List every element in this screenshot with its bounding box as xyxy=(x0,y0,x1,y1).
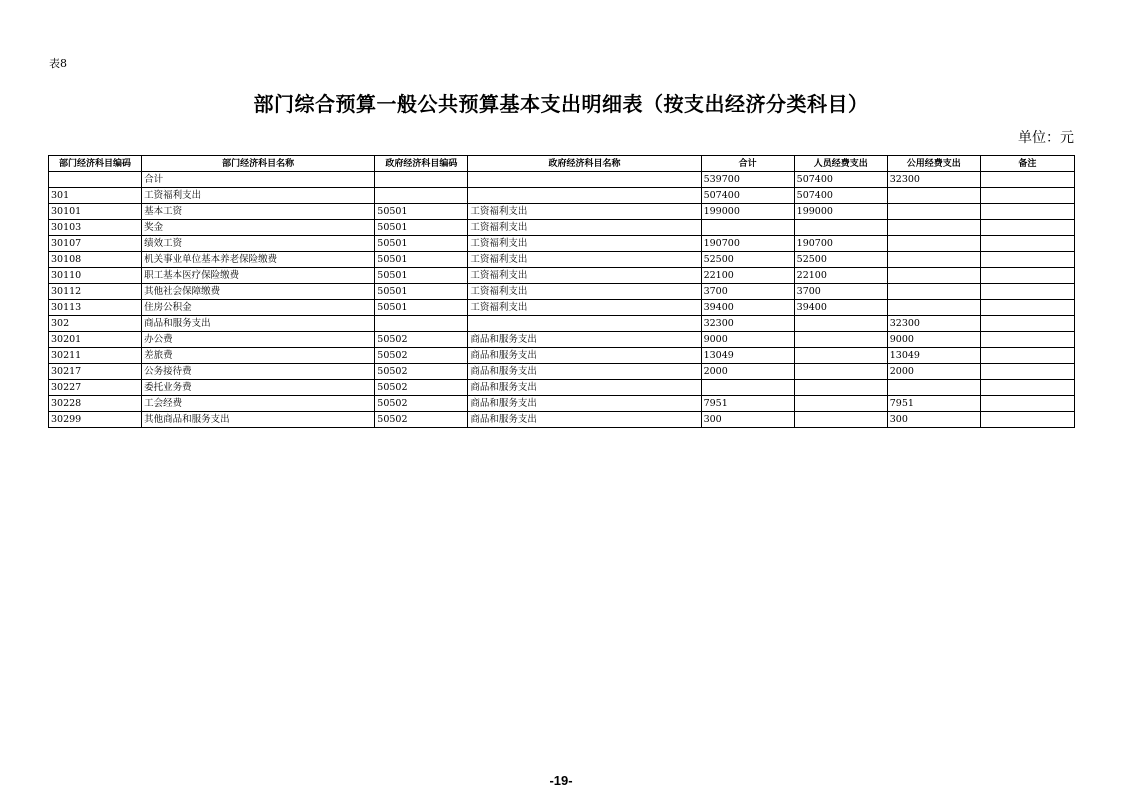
cell-dept-name: 机关事业单位基本养老保险缴费 xyxy=(142,252,375,268)
cell-dept-code: 30228 xyxy=(49,396,142,412)
cell-gov-name xyxy=(468,316,701,332)
cell-dept-name: 绩效工资 xyxy=(142,236,375,252)
cell-gov-name: 工资福利支出 xyxy=(468,252,701,268)
cell-public: 300 xyxy=(887,412,980,428)
cell-personnel xyxy=(794,348,887,364)
cell-public: 32300 xyxy=(887,172,980,188)
cell-gov-name: 工资福利支出 xyxy=(468,300,701,316)
cell-gov-code: 50501 xyxy=(375,236,468,252)
cell-remark xyxy=(980,188,1074,204)
cell-public: 13049 xyxy=(887,348,980,364)
cell-remark xyxy=(980,172,1074,188)
cell-dept-name: 其他商品和服务支出 xyxy=(142,412,375,428)
cell-gov-name: 商品和服务支出 xyxy=(468,364,701,380)
cell-public xyxy=(887,252,980,268)
cell-total: 39400 xyxy=(701,300,794,316)
cell-dept-code: 30211 xyxy=(49,348,142,364)
cell-total xyxy=(701,380,794,396)
cell-public xyxy=(887,284,980,300)
cell-remark xyxy=(980,300,1074,316)
cell-remark xyxy=(980,284,1074,300)
cell-gov-name: 商品和服务支出 xyxy=(468,380,701,396)
cell-gov-code xyxy=(375,172,468,188)
cell-personnel: 3700 xyxy=(794,284,887,300)
cell-public xyxy=(887,268,980,284)
table-header-row xyxy=(49,156,1075,172)
cell-dept-name: 合计 xyxy=(142,172,375,188)
cell-dept-name: 委托业务费 xyxy=(142,380,375,396)
cell-remark xyxy=(980,396,1074,412)
cell-remark xyxy=(980,332,1074,348)
column-header-dept-code: 部门经济科目编码 xyxy=(49,156,142,172)
table-label: 表8 xyxy=(49,57,67,70)
cell-remark xyxy=(980,348,1074,364)
table-row xyxy=(49,284,1075,300)
table-row xyxy=(49,204,1075,220)
cell-total: 199000 xyxy=(701,204,794,220)
table-row xyxy=(49,188,1075,204)
cell-gov-name xyxy=(468,172,701,188)
cell-personnel: 507400 xyxy=(794,188,887,204)
cell-personnel xyxy=(794,220,887,236)
cell-total: 3700 xyxy=(701,284,794,300)
cell-dept-code: 30217 xyxy=(49,364,142,380)
cell-gov-code: 50502 xyxy=(375,348,468,364)
cell-dept-name: 工资福利支出 xyxy=(142,188,375,204)
cell-dept-name: 其他社会保障缴费 xyxy=(142,284,375,300)
cell-remark xyxy=(980,236,1074,252)
table-row xyxy=(49,364,1075,380)
cell-public xyxy=(887,236,980,252)
cell-public xyxy=(887,204,980,220)
cell-gov-code xyxy=(375,188,468,204)
table-row xyxy=(49,316,1075,332)
cell-total: 9000 xyxy=(701,332,794,348)
cell-dept-name: 职工基本医疗保险缴费 xyxy=(142,268,375,284)
cell-dept-code: 30227 xyxy=(49,380,142,396)
cell-dept-code: 30103 xyxy=(49,220,142,236)
column-header-remark: 备注 xyxy=(980,156,1074,172)
column-header-dept-name: 部门经济科目名称 xyxy=(142,156,375,172)
table-row xyxy=(49,268,1075,284)
cell-gov-code: 50502 xyxy=(375,396,468,412)
cell-total xyxy=(701,220,794,236)
cell-personnel: 507400 xyxy=(794,172,887,188)
cell-gov-name: 工资福利支出 xyxy=(468,284,701,300)
cell-total: 7951 xyxy=(701,396,794,412)
column-header-public: 公用经费支出 xyxy=(887,156,980,172)
expenditure-detail-table xyxy=(48,155,1075,428)
cell-gov-code: 50501 xyxy=(375,252,468,268)
cell-gov-code: 50501 xyxy=(375,284,468,300)
page-number: -19- xyxy=(549,773,573,788)
table-row xyxy=(49,220,1075,236)
cell-gov-name: 商品和服务支出 xyxy=(468,412,701,428)
cell-public: 7951 xyxy=(887,396,980,412)
cell-dept-code: 30107 xyxy=(49,236,142,252)
cell-gov-name: 工资福利支出 xyxy=(468,220,701,236)
table-row xyxy=(49,172,1075,188)
cell-dept-name: 基本工资 xyxy=(142,204,375,220)
cell-gov-name: 工资福利支出 xyxy=(468,236,701,252)
cell-remark xyxy=(980,204,1074,220)
cell-dept-code: 302 xyxy=(49,316,142,332)
cell-gov-code: 50501 xyxy=(375,300,468,316)
cell-gov-name xyxy=(468,188,701,204)
cell-personnel xyxy=(794,364,887,380)
cell-dept-code xyxy=(49,172,142,188)
table-row xyxy=(49,332,1075,348)
cell-dept-name: 商品和服务支出 xyxy=(142,316,375,332)
cell-remark xyxy=(980,364,1074,380)
cell-personnel: 52500 xyxy=(794,252,887,268)
cell-gov-name: 工资福利支出 xyxy=(468,204,701,220)
cell-total: 13049 xyxy=(701,348,794,364)
cell-personnel xyxy=(794,380,887,396)
table-row xyxy=(49,412,1075,428)
cell-dept-name: 办公费 xyxy=(142,332,375,348)
table-row xyxy=(49,252,1075,268)
column-header-gov-name: 政府经济科目名称 xyxy=(468,156,701,172)
cell-dept-code: 30113 xyxy=(49,300,142,316)
table-row xyxy=(49,300,1075,316)
cell-gov-name: 工资福利支出 xyxy=(468,268,701,284)
cell-dept-name: 工会经费 xyxy=(142,396,375,412)
cell-public xyxy=(887,380,980,396)
cell-dept-code: 30108 xyxy=(49,252,142,268)
cell-dept-name: 住房公积金 xyxy=(142,300,375,316)
cell-total: 22100 xyxy=(701,268,794,284)
cell-gov-code xyxy=(375,316,468,332)
cell-gov-code: 50502 xyxy=(375,364,468,380)
cell-dept-code: 30112 xyxy=(49,284,142,300)
column-header-total: 合计 xyxy=(701,156,794,172)
table-row xyxy=(49,380,1075,396)
cell-remark xyxy=(980,268,1074,284)
cell-total: 539700 xyxy=(701,172,794,188)
cell-gov-code: 50501 xyxy=(375,204,468,220)
cell-gov-code: 50502 xyxy=(375,412,468,428)
unit-label: 单位：元 xyxy=(1018,130,1074,146)
cell-public: 2000 xyxy=(887,364,980,380)
cell-total: 507400 xyxy=(701,188,794,204)
cell-remark xyxy=(980,316,1074,332)
cell-gov-name: 商品和服务支出 xyxy=(468,348,701,364)
column-header-gov-code: 政府经济科目编码 xyxy=(375,156,468,172)
cell-total: 52500 xyxy=(701,252,794,268)
cell-gov-code: 50501 xyxy=(375,268,468,284)
table-row xyxy=(49,396,1075,412)
cell-remark xyxy=(980,252,1074,268)
cell-dept-name: 差旅费 xyxy=(142,348,375,364)
cell-total: 32300 xyxy=(701,316,794,332)
cell-personnel: 22100 xyxy=(794,268,887,284)
table-row xyxy=(49,236,1075,252)
cell-total: 2000 xyxy=(701,364,794,380)
cell-dept-name: 奖金 xyxy=(142,220,375,236)
cell-public: 32300 xyxy=(887,316,980,332)
page-title: 部门综合预算一般公共预算基本支出明细表（按支出经济分类科目） xyxy=(253,92,869,116)
cell-dept-code: 301 xyxy=(49,188,142,204)
cell-remark xyxy=(980,220,1074,236)
cell-remark xyxy=(980,412,1074,428)
cell-gov-name: 商品和服务支出 xyxy=(468,396,701,412)
table-body xyxy=(49,172,1075,428)
cell-remark xyxy=(980,380,1074,396)
cell-total: 190700 xyxy=(701,236,794,252)
cell-dept-code: 30299 xyxy=(49,412,142,428)
cell-public xyxy=(887,188,980,204)
cell-total: 300 xyxy=(701,412,794,428)
table-row xyxy=(49,348,1075,364)
cell-personnel xyxy=(794,316,887,332)
cell-personnel xyxy=(794,332,887,348)
column-header-personnel: 人员经费支出 xyxy=(794,156,887,172)
cell-public xyxy=(887,300,980,316)
cell-personnel xyxy=(794,396,887,412)
cell-personnel: 39400 xyxy=(794,300,887,316)
cell-dept-code: 30201 xyxy=(49,332,142,348)
cell-gov-code: 50502 xyxy=(375,380,468,396)
cell-personnel xyxy=(794,412,887,428)
cell-gov-name: 商品和服务支出 xyxy=(468,332,701,348)
cell-gov-code: 50501 xyxy=(375,220,468,236)
cell-public: 9000 xyxy=(887,332,980,348)
cell-gov-code: 50502 xyxy=(375,332,468,348)
cell-public xyxy=(887,220,980,236)
cell-personnel: 190700 xyxy=(794,236,887,252)
cell-personnel: 199000 xyxy=(794,204,887,220)
cell-dept-name: 公务接待费 xyxy=(142,364,375,380)
cell-dept-code: 30110 xyxy=(49,268,142,284)
cell-dept-code: 30101 xyxy=(49,204,142,220)
